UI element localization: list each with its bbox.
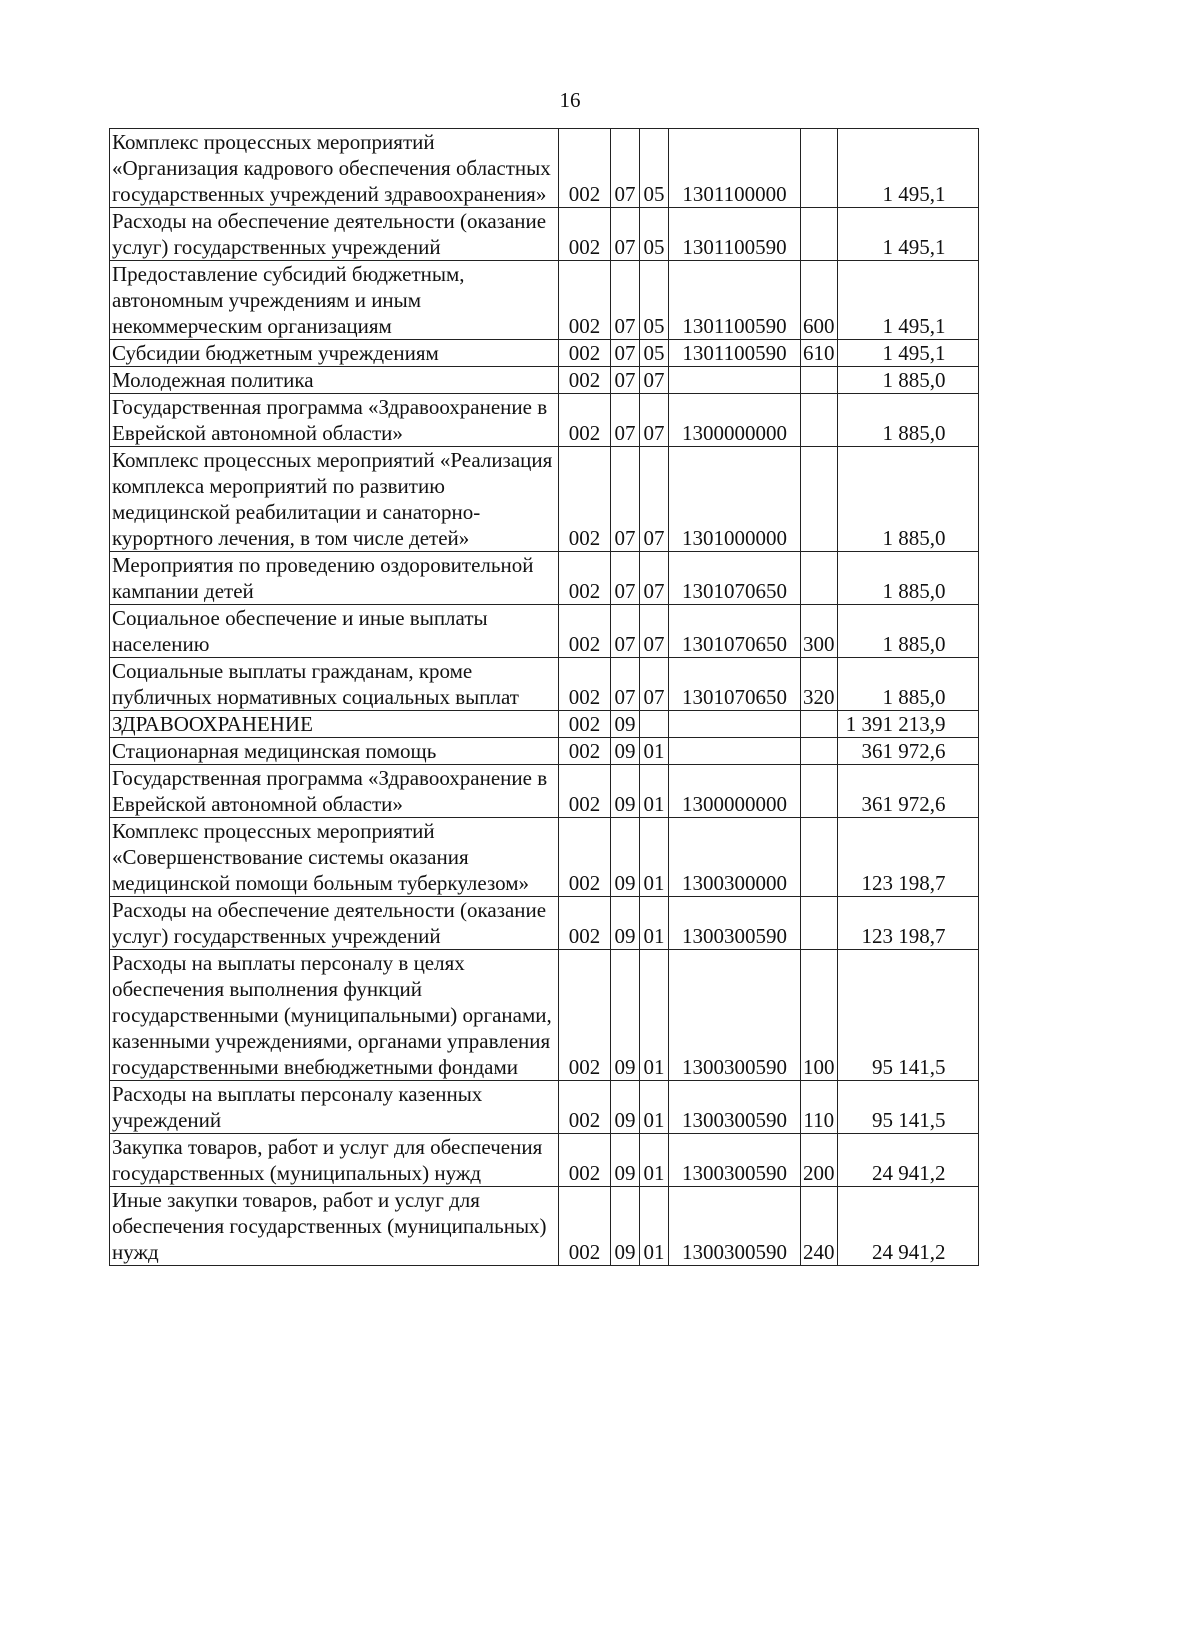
amount: 24 941,2 bbox=[837, 1134, 978, 1187]
section-code: 09 bbox=[611, 711, 640, 738]
expense-type-code: 320 bbox=[801, 658, 838, 711]
table-row bbox=[110, 552, 979, 605]
chief-admin-code: 002 bbox=[559, 129, 611, 208]
amount: 1 885,0 bbox=[837, 367, 978, 394]
amount: 1 495,1 bbox=[837, 340, 978, 367]
target-article-code: 1301100590 bbox=[669, 208, 801, 261]
expense-name: Социальное обеспечение и иные выплаты населению bbox=[110, 605, 559, 658]
chief-admin-code: 002 bbox=[559, 738, 611, 765]
target-article-code: 1300300000 bbox=[669, 818, 801, 897]
subsection-code: 07 bbox=[640, 394, 669, 447]
subsection-code: 07 bbox=[640, 447, 669, 552]
section-code: 09 bbox=[611, 897, 640, 950]
budget-table bbox=[109, 128, 979, 1266]
amount: 1 495,1 bbox=[837, 261, 978, 340]
expense-type-code bbox=[801, 552, 838, 605]
target-article-code: 1300300590 bbox=[669, 1187, 801, 1266]
budget-table-body bbox=[110, 129, 979, 1266]
table-row bbox=[110, 818, 979, 897]
subsection-code: 07 bbox=[640, 605, 669, 658]
expense-type-code bbox=[801, 208, 838, 261]
subsection-code bbox=[640, 711, 669, 738]
amount: 95 141,5 bbox=[837, 950, 978, 1081]
expense-type-code: 300 bbox=[801, 605, 838, 658]
expense-type-code bbox=[801, 394, 838, 447]
section-code: 07 bbox=[611, 552, 640, 605]
target-article-code: 1301100590 bbox=[669, 340, 801, 367]
table-row bbox=[110, 367, 979, 394]
chief-admin-code: 002 bbox=[559, 394, 611, 447]
expense-name: Иные закупки товаров, работ и услуг для обеспечения государственных (муниципальных) нужд bbox=[110, 1187, 559, 1266]
target-article-code: 1301070650 bbox=[669, 552, 801, 605]
table-row bbox=[110, 208, 979, 261]
section-code: 07 bbox=[611, 394, 640, 447]
amount: 1 885,0 bbox=[837, 658, 978, 711]
amount: 1 495,1 bbox=[837, 129, 978, 208]
expense-name: Государственная программа «Здравоохранение в Еврейской автономной области» bbox=[110, 765, 559, 818]
table-row bbox=[110, 261, 979, 340]
section-code: 07 bbox=[611, 367, 640, 394]
expense-name: Мероприятия по проведению оздоровительной кампании детей bbox=[110, 552, 559, 605]
chief-admin-code: 002 bbox=[559, 605, 611, 658]
table-row bbox=[110, 1081, 979, 1134]
subsection-code: 01 bbox=[640, 897, 669, 950]
expense-name: Субсидии бюджетным учреждениям bbox=[110, 340, 559, 367]
chief-admin-code: 002 bbox=[559, 340, 611, 367]
chief-admin-code: 002 bbox=[559, 261, 611, 340]
expense-type-code: 600 bbox=[801, 261, 838, 340]
chief-admin-code: 002 bbox=[559, 818, 611, 897]
chief-admin-code: 002 bbox=[559, 711, 611, 738]
section-code: 09 bbox=[611, 765, 640, 818]
section-code: 09 bbox=[611, 1134, 640, 1187]
target-article-code: 1300000000 bbox=[669, 765, 801, 818]
subsection-code: 01 bbox=[640, 738, 669, 765]
subsection-code: 01 bbox=[640, 1134, 669, 1187]
amount: 1 885,0 bbox=[837, 552, 978, 605]
expense-name: Социальные выплаты гражданам, кроме публичных нормативных социальных выплат bbox=[110, 658, 559, 711]
chief-admin-code: 002 bbox=[559, 208, 611, 261]
target-article-code: 1300300590 bbox=[669, 1134, 801, 1187]
section-code: 09 bbox=[611, 1187, 640, 1266]
subsection-code: 07 bbox=[640, 367, 669, 394]
section-code: 07 bbox=[611, 605, 640, 658]
subsection-code: 01 bbox=[640, 765, 669, 818]
section-code: 07 bbox=[611, 340, 640, 367]
chief-admin-code: 002 bbox=[559, 552, 611, 605]
section-code: 07 bbox=[611, 208, 640, 261]
table-row bbox=[110, 447, 979, 552]
chief-admin-code: 002 bbox=[559, 447, 611, 552]
table-row bbox=[110, 340, 979, 367]
table-row bbox=[110, 129, 979, 208]
expense-name: Закупка товаров, работ и услуг для обеспечения государственных (муниципальных) нужд bbox=[110, 1134, 559, 1187]
table-row bbox=[110, 658, 979, 711]
expense-name: Комплекс процессных мероприятий «Организация кадрового обеспечения областных государственных учреждений здравоохранения» bbox=[110, 129, 559, 208]
target-article-code: 1301070650 bbox=[669, 605, 801, 658]
table-row bbox=[110, 765, 979, 818]
expense-name: Расходы на выплаты персоналу в целях обеспечения выполнения функций государственными (муниципальными) органами, казенными учреждениями, органами управления государственными внебюджетными фондами bbox=[110, 950, 559, 1081]
table-row bbox=[110, 950, 979, 1081]
subsection-code: 07 bbox=[640, 658, 669, 711]
chief-admin-code: 002 bbox=[559, 658, 611, 711]
expense-type-code bbox=[801, 738, 838, 765]
expense-name: Комплекс процессных мероприятий «Совершенствование системы оказания медицинской помощи больным туберкулезом» bbox=[110, 818, 559, 897]
expense-type-code bbox=[801, 367, 838, 394]
expense-type-code: 100 bbox=[801, 950, 838, 1081]
expense-type-code: 200 bbox=[801, 1134, 838, 1187]
subsection-code: 05 bbox=[640, 261, 669, 340]
amount: 123 198,7 bbox=[837, 818, 978, 897]
section-code: 07 bbox=[611, 261, 640, 340]
target-article-code: 1300300590 bbox=[669, 897, 801, 950]
section-code: 07 bbox=[611, 658, 640, 711]
amount: 1 391 213,9 bbox=[837, 711, 978, 738]
expense-type-code: 610 bbox=[801, 340, 838, 367]
expense-name: Стационарная медицинская помощь bbox=[110, 738, 559, 765]
target-article-code: 1300300590 bbox=[669, 1081, 801, 1134]
expense-type-code bbox=[801, 897, 838, 950]
amount: 361 972,6 bbox=[837, 738, 978, 765]
chief-admin-code: 002 bbox=[559, 1187, 611, 1266]
subsection-code: 05 bbox=[640, 208, 669, 261]
chief-admin-code: 002 bbox=[559, 1134, 611, 1187]
expense-type-code bbox=[801, 818, 838, 897]
expense-name: ЗДРАВООХРАНЕНИЕ bbox=[110, 711, 559, 738]
chief-admin-code: 002 bbox=[559, 1081, 611, 1134]
expense-name: Молодежная политика bbox=[110, 367, 559, 394]
target-article-code: 1300000000 bbox=[669, 394, 801, 447]
expense-name: Расходы на выплаты персоналу казенных учреждений bbox=[110, 1081, 559, 1134]
table-row bbox=[110, 711, 979, 738]
table-row bbox=[110, 897, 979, 950]
subsection-code: 01 bbox=[640, 1187, 669, 1266]
subsection-code: 05 bbox=[640, 340, 669, 367]
section-code: 09 bbox=[611, 1081, 640, 1134]
section-code: 09 bbox=[611, 738, 640, 765]
subsection-code: 01 bbox=[640, 1081, 669, 1134]
expense-type-code: 110 bbox=[801, 1081, 838, 1134]
target-article-code: 1300300590 bbox=[669, 950, 801, 1081]
expense-name: Расходы на обеспечение деятельности (оказание услуг) государственных учреждений bbox=[110, 897, 559, 950]
subsection-code: 01 bbox=[640, 950, 669, 1081]
page-number: 16 bbox=[559, 88, 581, 112]
table-row bbox=[110, 738, 979, 765]
amount: 1 885,0 bbox=[837, 447, 978, 552]
table-row bbox=[110, 1134, 979, 1187]
expense-type-code bbox=[801, 129, 838, 208]
section-code: 09 bbox=[611, 950, 640, 1081]
amount: 361 972,6 bbox=[837, 765, 978, 818]
expense-name: Комплекс процессных мероприятий «Реализация комплекса мероприятий по развитию медицинской реабилитации и санаторно-курортного лечения, в том числе детей» bbox=[110, 447, 559, 552]
table-row bbox=[110, 1187, 979, 1266]
table-row bbox=[110, 394, 979, 447]
expense-name: Государственная программа «Здравоохранение в Еврейской автономной области» bbox=[110, 394, 559, 447]
target-article-code: 1301070650 bbox=[669, 658, 801, 711]
expense-name: Расходы на обеспечение деятельности (оказание услуг) государственных учреждений bbox=[110, 208, 559, 261]
amount: 1 495,1 bbox=[837, 208, 978, 261]
expense-type-code: 240 bbox=[801, 1187, 838, 1266]
target-article-code bbox=[669, 738, 801, 765]
expense-type-code bbox=[801, 765, 838, 818]
subsection-code: 05 bbox=[640, 129, 669, 208]
subsection-code: 07 bbox=[640, 552, 669, 605]
amount: 123 198,7 bbox=[837, 897, 978, 950]
target-article-code: 1301100590 bbox=[669, 261, 801, 340]
target-article-code: 1301100000 bbox=[669, 129, 801, 208]
expense-type-code bbox=[801, 447, 838, 552]
chief-admin-code: 002 bbox=[559, 367, 611, 394]
expense-name: Предоставление субсидий бюджетным, автономным учреждениям и иным некоммерческим организациям bbox=[110, 261, 559, 340]
target-article-code bbox=[669, 367, 801, 394]
expense-type-code bbox=[801, 711, 838, 738]
amount: 1 885,0 bbox=[837, 605, 978, 658]
table-row bbox=[110, 605, 979, 658]
target-article-code: 1301000000 bbox=[669, 447, 801, 552]
chief-admin-code: 002 bbox=[559, 897, 611, 950]
target-article-code bbox=[669, 711, 801, 738]
section-code: 09 bbox=[611, 818, 640, 897]
amount: 24 941,2 bbox=[837, 1187, 978, 1266]
amount: 95 141,5 bbox=[837, 1081, 978, 1134]
section-code: 07 bbox=[611, 129, 640, 208]
amount: 1 885,0 bbox=[837, 394, 978, 447]
subsection-code: 01 bbox=[640, 818, 669, 897]
chief-admin-code: 002 bbox=[559, 950, 611, 1081]
section-code: 07 bbox=[611, 447, 640, 552]
chief-admin-code: 002 bbox=[559, 765, 611, 818]
